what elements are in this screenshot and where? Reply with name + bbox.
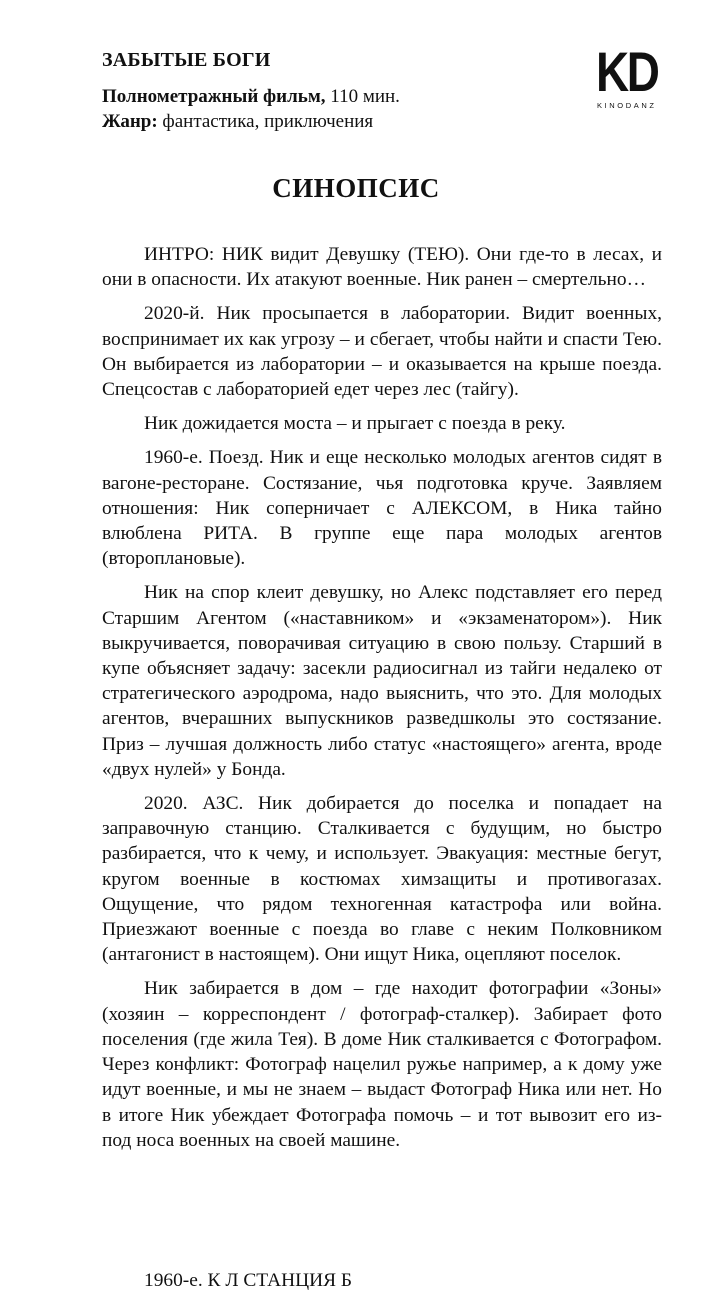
synopsis-paragraph: Ник дожидается моста – и прыгает с поезда в реку. bbox=[144, 413, 566, 435]
synopsis-body bbox=[102, 242, 662, 1162]
kinodanz-logo bbox=[596, 40, 662, 116]
film-title: ЗАБЫТЫЕ БОГИ bbox=[102, 49, 271, 71]
synopsis-paragraph: 2020. АЗС. Ник добирается до поселка и попадает на заправочную станцию. Сталкивается с будущим, но быстро разбирается, что к чему, и использует. Эвакуация: местные бегут, кругом военные в костюмах химзащиты и противогазах. Ощущение, что рядом техногенная катастрофа или война. Приезжают военные с поезда во главе с неким Полковником (антагонист в настоящем). Они ищут Ника, оцепляют поселок. bbox=[102, 793, 662, 966]
logo-mark: KD bbox=[596, 40, 658, 103]
synopsis-paragraph: Ник забирается в дом – где находит фотографии «Зоны» (хозяин – корреспондент / фотограф-сталкер). Забирает фото поселения (где жила Тея). В доме Ник сталкивается с Фотографом. Через конфликт: Фотограф нацелил ружье например, а к дому уже идут военные, и мы не знаем – выдаст Фотограф Ника или нет. Но в итоге Ник убеждает Фотографа помочь – и тот вывозит его из-под носа военных на своей машине. bbox=[102, 978, 662, 1151]
synopsis-paragraph: 2020-й. Ник просыпается в лаборатории. Видит военных, воспринимает их как угрозу – и сбегает, чтобы найти и спасти Тею. Он выбирается из лаборатории – и оказывается на крыше поезда. Спецсостав с лабораторией едет через лес (тайгу). bbox=[102, 303, 662, 401]
synopsis-paragraph: Ник на спор клеит девушку, но Алекс подставляет его перед Старшим Агентом («наставником» и «экзаменатором»). Ник выкручивается, поворачивая ситуацию в свою пользу. Старший в купе объясняет задачу: засекли радиосигнал из тайги недалеко от стратегического аэродрома, надо выяснить, что это. Для молодых агентов, вчерашних выпускников разведшколы это состязание. Приз – лучшая должность либо статус «настоящего» агента, вроде «двух нулей» у Бонда. bbox=[102, 582, 662, 780]
film-format-value: 110 мин. bbox=[325, 86, 400, 107]
film-genre-label: Жанр: bbox=[102, 111, 158, 132]
film-format-label: Полнометражный фильм, bbox=[102, 86, 326, 107]
synopsis-heading: СИНОПСИС bbox=[272, 173, 440, 203]
film-genre-value: фантастика, приключения bbox=[157, 111, 374, 132]
document-header bbox=[102, 46, 562, 134]
synopsis-paragraph: ИНТРО: НИК видит Девушку (ТЕЮ). Они где-то в лесах, и они в опасности. Их атакуют военные. Ник ранен – смертельно… bbox=[102, 244, 662, 291]
film-format-line bbox=[102, 84, 562, 109]
logo-wordmark: KINODANZ bbox=[597, 101, 657, 110]
synopsis-paragraph: 1960-е. Поезд. Ник и еще несколько молодых агентов сидят в вагоне-ресторане. Состязание, чья подготовка круче. Заявляем отношения: Ник соперничает с АЛЕКСОМ, в Ника тайно влюблена РИТА. В группе еще пара молодых агентов (второплановые). bbox=[102, 447, 662, 570]
film-genre-line bbox=[102, 109, 562, 134]
synopsis-paragraph-cut-off: 1960-е. К Л СТАНЦИЯ Б bbox=[144, 1270, 353, 1291]
